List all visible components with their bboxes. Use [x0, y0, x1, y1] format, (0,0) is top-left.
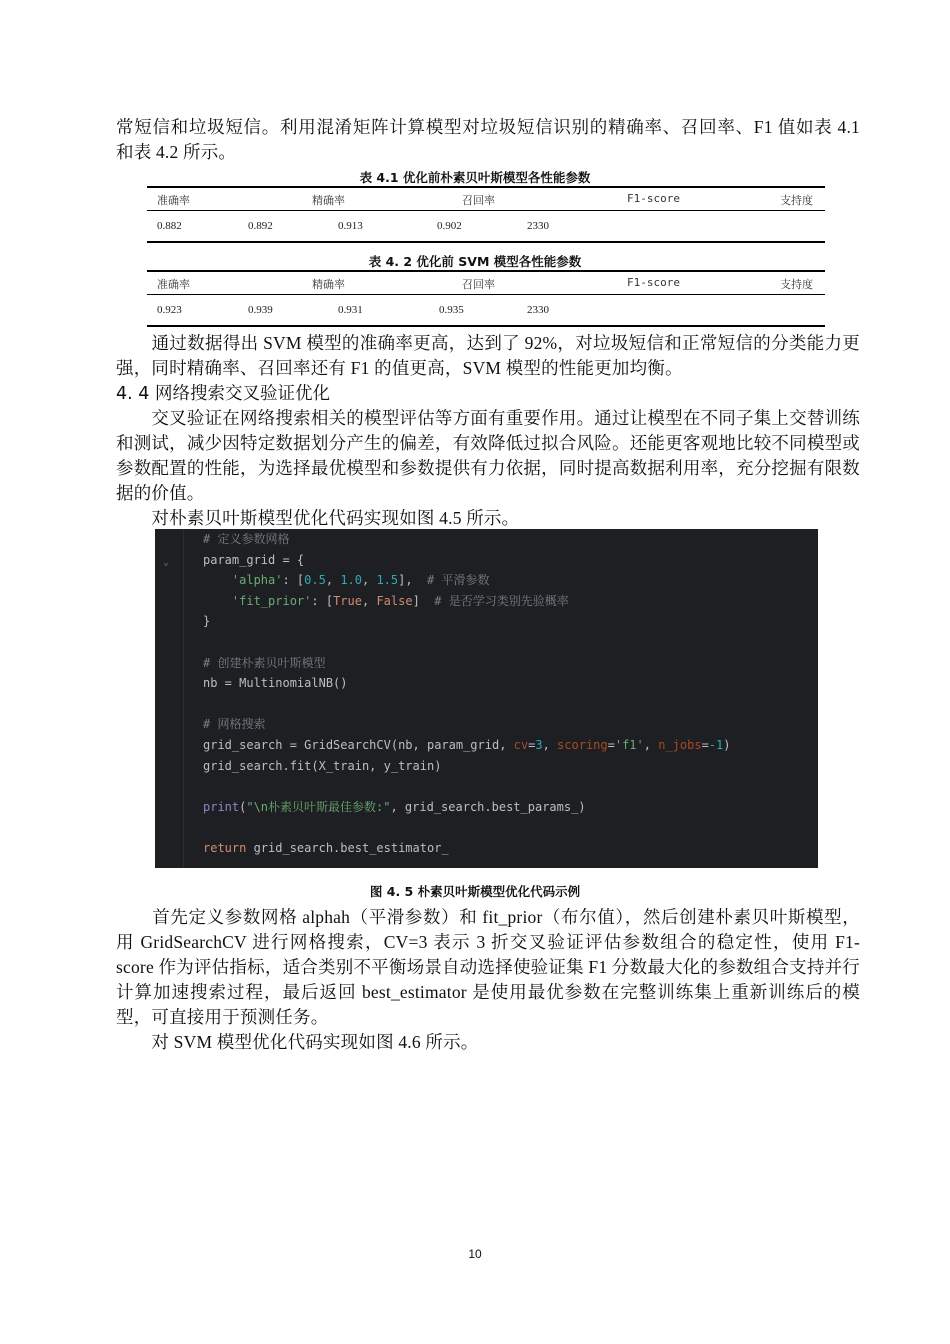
- code-line-blank: [203, 817, 731, 838]
- table-row: [147, 211, 825, 241]
- code-line: # 创建朴素贝叶斯模型: [203, 655, 326, 670]
- paragraph-cross-validation: 交叉验证在网络搜索相关的模型评估等方面有重要作用。通过让模型在不同子集上交替训练和测试，减少因特定数据划分产生的偏差，有效降低过拟合风险。还能更客观地比较不同模型或参数配置的性能，为选择最优模型和参数提供有力依据，同时提高数据利用率，充分挖掘有限数据的价值。: [116, 408, 860, 503]
- value-support: 2330: [527, 304, 549, 316]
- header-support: 支持度: [780, 278, 813, 291]
- code-line-blank: [203, 694, 731, 715]
- code-line-blank: [203, 776, 731, 797]
- header-accuracy: 准确率: [157, 278, 190, 291]
- value-recall: 0.913: [338, 220, 363, 232]
- code-line: 'fit_prior': [True, False] # 是否学习类别先验概率: [231, 593, 569, 608]
- code-line: nb = MultinomialNB(): [203, 676, 348, 691]
- paragraph-intro: 常短信和垃圾短信。利用混淆矩阵计算模型对垃圾短信识别的精确率、召回率、F1 值如表 4.1 和表 4.2 所示。: [116, 117, 860, 162]
- paragraph-comparison: 通过数据得出 SVM 模型的准确率更高，达到了 92%，对垃圾短信和正常短信的分类能力更强，同时精确率、召回率还有 F1 的值更高，SVM 模型的性能更加均衡。: [116, 333, 860, 378]
- code-line: return grid_search.best_estimator_: [203, 840, 449, 855]
- table-header-row: [147, 188, 825, 211]
- fold-chevron-icon: ⌄: [163, 557, 170, 568]
- table-4-2-caption: 表 4. 2 优化前 SVM 模型各性能参数: [368, 254, 582, 269]
- code-block: [203, 529, 731, 859]
- value-precision: 0.939: [248, 304, 273, 316]
- value-recall: 0.931: [338, 304, 363, 316]
- code-line-blank: [203, 632, 731, 653]
- table-row: [147, 295, 825, 325]
- page-number: 10: [468, 1247, 482, 1261]
- code-screenshot: [155, 529, 818, 868]
- code-line: }: [203, 614, 211, 629]
- paragraph-svm-intro: 对 SVM 模型优化代码实现如图 4.6 所示。: [116, 1032, 479, 1052]
- code-line: param_grid = {: [203, 552, 305, 567]
- value-accuracy: 0.923: [157, 304, 182, 316]
- table-4-1-caption: 表 4.1 优化前朴素贝叶斯模型各性能参数: [359, 170, 591, 185]
- editor-gutter: [155, 529, 184, 868]
- figure-4-5-caption: 图 4. 5 朴素贝叶斯模型优化代码示例: [369, 884, 581, 899]
- code-line: grid_search.fit(X_train, y_train): [203, 758, 442, 773]
- header-precision: 精确率: [312, 194, 345, 207]
- value-precision: 0.892: [248, 220, 273, 232]
- header-accuracy: 准确率: [157, 194, 190, 207]
- value-f1: 0.935: [439, 304, 464, 316]
- header-support: 支持度: [780, 194, 813, 207]
- header-f1: F1-score: [627, 192, 680, 205]
- header-recall: 召回率: [462, 278, 495, 291]
- section-heading: 4. 4 网络搜索交叉验证优化: [116, 384, 330, 404]
- code-line: grid_search = GridSearchCV(nb, param_grid, cv=3, scoring='f1', n_jobs=-1): [203, 737, 731, 752]
- header-f1: F1-score: [627, 276, 680, 289]
- code-line: # 定义参数网格: [203, 532, 290, 546]
- header-precision: 精确率: [312, 278, 345, 291]
- table-header-row: [147, 272, 825, 295]
- value-support: 2330: [527, 220, 549, 232]
- paragraph-explanation: 首先定义参数网格 alphah（平滑参数）和 fit_prior（布尔值），然后创建朴素贝叶斯模型，用 GridSearchCV 进行网格搜索，CV=3 表示 3 折交叉验证评估参数组合的稳定性，使用 F1-score 作为评估指标，适合类别不平衡场景自动选择使验证集 F1 分数最大化的参数组合支持并行计算加速搜索过程，最后返回 best_estimator 是使用最优参数在完整训练集上重新训练后的模型，可直接用于预测任务。: [116, 907, 860, 1027]
- code-line: 'alpha': [0.5, 1.0, 1.5], # 平滑参数: [231, 573, 490, 588]
- table-4-1: [147, 186, 825, 243]
- value-accuracy: 0.882: [157, 220, 182, 232]
- value-f1: 0.902: [437, 220, 462, 232]
- table-4-2: [147, 270, 825, 327]
- paragraph-figure-intro: 对朴素贝叶斯模型优化代码实现如图 4.5 所示。: [116, 508, 520, 528]
- code-line: print("\n朴素贝叶斯最佳参数:", grid_search.best_params_): [203, 799, 586, 814]
- code-line: # 网格搜索: [203, 717, 266, 732]
- header-recall: 召回率: [462, 194, 495, 207]
